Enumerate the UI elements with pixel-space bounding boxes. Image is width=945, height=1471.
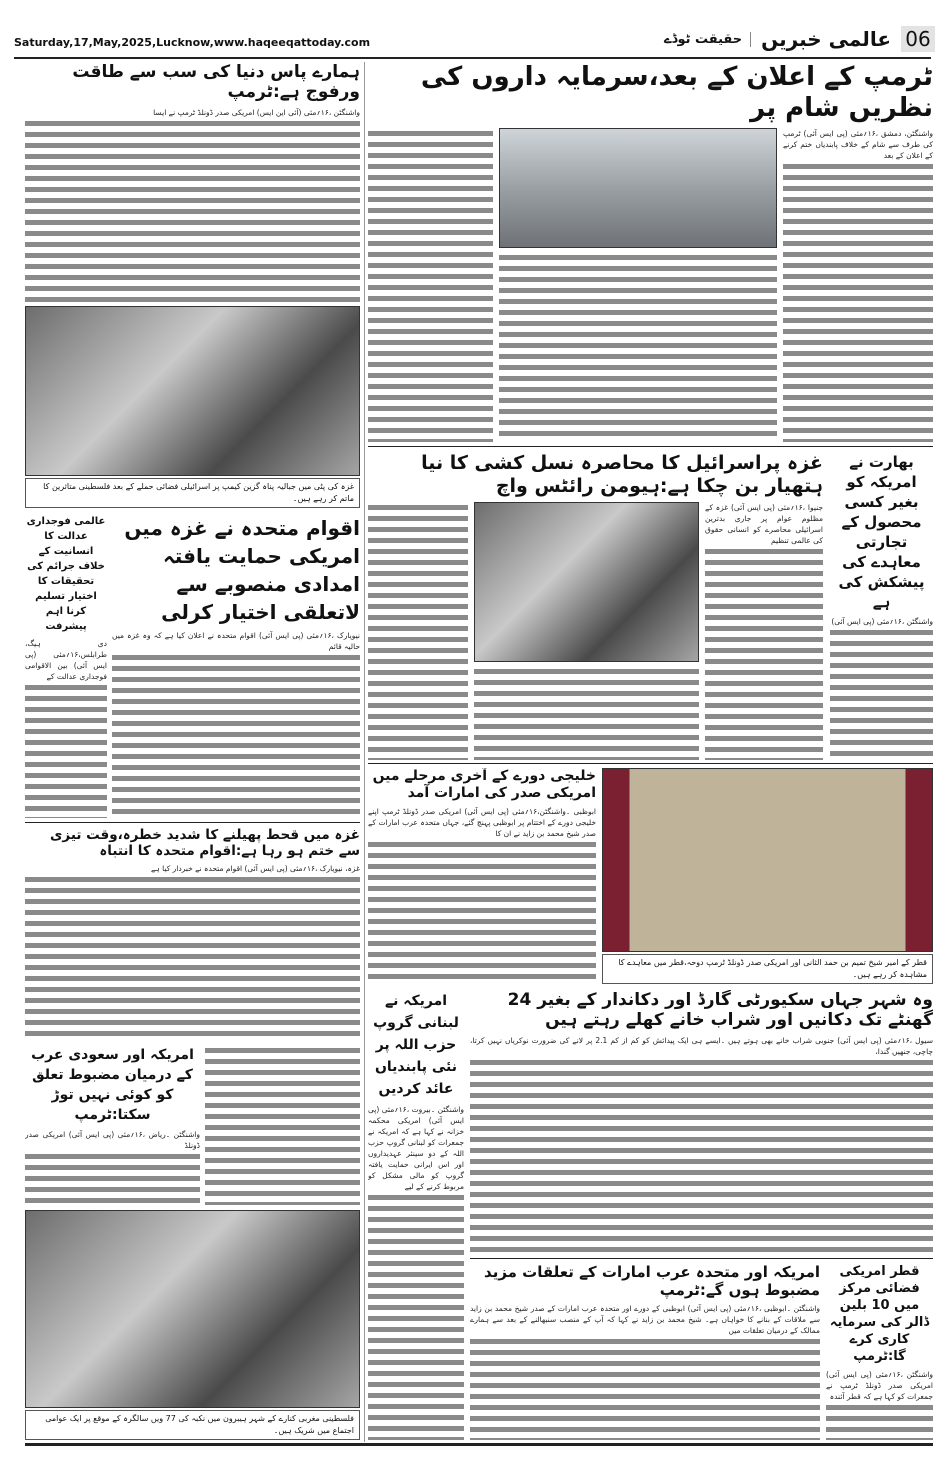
article-city-24h-body: سیول ،۱۶؍مئی (پی ایس آئی) جنوبی شراب خانے بھی ہوتے ہیں ۔ایسے ہی ایک پیدائش کو کم از کم 2.1 پر لانے کی ضرورت نوکریاں نہیں کرتا، چاچی، جنھیں گندا، bbox=[470, 1035, 933, 1255]
headline-hrw: غزہ پراسرائیل کا محاصرہ نسل کشی کا نیا ہتھیار بن چکا ہے:ہیومن رائٹس واچ bbox=[421, 452, 823, 497]
headline-city-24h: وہ شہر جہاں سکیورٹی گارڈ اور دکاندار کے بغیر 24 گھنٹے تک دکانیں اور شراب خانے کھلے رہتے ہیں bbox=[507, 990, 933, 1031]
photo-gaza-mourning bbox=[25, 306, 360, 476]
region-icc bbox=[25, 514, 107, 818]
region-hezbollah bbox=[368, 990, 464, 1440]
divider bbox=[368, 763, 933, 764]
region-us-uae bbox=[470, 1263, 820, 1440]
header-rule bbox=[14, 57, 931, 59]
photo-syria-port bbox=[499, 128, 777, 248]
headline-us-saudi: امریکہ اور سعودی عرب کے درمیان مضبوط تعلق کو کوئی نہیں توڑ سکتا:ٹرمپ bbox=[31, 1047, 194, 1123]
section-title: عالمی خبریں bbox=[761, 27, 891, 51]
dateline: Saturday,17,May,2025,Lucknow,www.haqeeqattoday.com bbox=[14, 36, 371, 49]
divider bbox=[470, 1258, 933, 1259]
column-divider bbox=[364, 62, 365, 1442]
headline-qatar-investment: قطر امریکی فضائی مرکز میں 10 بلین ڈالر کی سرمایہ کاری کرے گا:ٹرمپ bbox=[829, 1264, 930, 1364]
article-hrw-body-col3 bbox=[474, 666, 699, 760]
region-famine bbox=[25, 827, 360, 1041]
divider bbox=[25, 822, 360, 823]
headline-trump-army: ہمارے پاس دنیا کی سب سے طاقت ورفوج ہے:ٹرمپ bbox=[72, 62, 360, 103]
article-india-body: واشنگٹن ،۱۶؍مئی (پی ایس آئی) bbox=[830, 616, 933, 760]
region-city-24h bbox=[470, 990, 933, 1255]
headline-hezbollah: امریکہ نے لبنانی گروپ حزب اللہ پر نئی پابندیاں عائد کردیں bbox=[373, 993, 459, 1097]
article-qatar-body: واشنگٹن ،۱۶؍مئی (پی ایس آئی) امریکی صدر ڈونلڈ ٹرمپ نے جمعرات کو کہا ہے کہ قطر آئندہ bbox=[826, 1369, 933, 1440]
photo-qatar-signing bbox=[602, 768, 933, 952]
caption-gaza-mourning: غزہ کی پٹی میں جبالیہ پناہ گزین کیمپ پر اسرائیلی فضائی حملے کے بعد فلسطینی متاثرین کا ماتم کر رہے ہیں۔ bbox=[25, 478, 360, 508]
headline-syria: ٹرمپ کے اعلان کے بعد،سرمایہ داروں کی نظریں شام پر bbox=[420, 62, 933, 124]
article-famine-body-cont bbox=[205, 1045, 360, 1205]
article-icc-body: دی ہیگ، طرابلس،۱۶؍مئی (پی ایس آئی) بین الاقوامی فوجداری عدالت کے bbox=[25, 638, 107, 818]
headline-un-aid: اقوام متحدہ نے غزہ میں امریکی حمایت یافتہ امدادی منصوبے سے لاتعلقی اختیار کرلی bbox=[124, 516, 360, 624]
article-us-uae-body: واشنگٹن ۔ابوظبی ،۱۶؍مئی (پی ایس آئی) ابوظبی کے دورے اور متحدہ عرب امارات کے صدر شیخ محمد بن زاید سے ملاقات کے بنانے کا خواہاں ہے۔ شیخ محمد بن زاید نے کہا کہ آپ کے منصب سنبھالنے کے بعد سے ہمارے ممالک کے درمیان تعلقات میں bbox=[470, 1303, 820, 1440]
page-header bbox=[664, 26, 935, 52]
article-hrw-body-col2 bbox=[368, 502, 468, 760]
region-india bbox=[830, 452, 933, 760]
article-hezbollah-body: واشنگٹن ۔بیروت ،۱۶؍مئی (پی ایس آئی) امریکی محکمہ خزانہ نے کہا ہے کہ امریکہ نے جمعرات کو لبنانی گروپ حزب اللہ کے دو سینئر عہدیداروں اور اس ایرانی حمایت یافتہ گروپ کو مالی مشکل کو مربوط کرنے کے لیے bbox=[368, 1104, 464, 1440]
caption-hebron-nakba: فلسطینی مغربی کنارے کے شہر ہیبرون میں نکبہ کی 77 ویں سالگرہ کے موقع پر ایک عوامی اجتماع میں شریک ہیں۔ bbox=[25, 1410, 360, 1440]
region-un-aid bbox=[112, 514, 360, 818]
article-us-saudi-body: واشنگٹن ۔ریاض ،۱۶؍مئی (پی ایس آئی) امریکی صدر ڈونلڈ bbox=[25, 1129, 200, 1205]
article-gulf-body: ابوظبی ۔واشنگٹن،۱۶؍مئی (پی ایس آئی) امریکی صدر ڈونلڈ ٹرمپ اپنے خلیجی دورے کے اختتام پر ابوظبی پہنچ گئے، جہاں متحدہ عرب امارات کے صدر شیخ محمد بن زاید نے ان کا bbox=[368, 806, 596, 984]
region-hebron-photo bbox=[25, 1210, 360, 1440]
article-famine-body: غزہ، نیویارک ،۱۶؍مئی (پی ایس آئی) اقوام متحدہ نے خبردار کیا ہے bbox=[25, 863, 360, 1041]
headline-us-uae: امریکہ اور متحدہ عرب امارات کے تعلقات مزید مضبوط ہوں گے:ٹرمپ bbox=[484, 1263, 820, 1299]
article-trump-army-body: واشنگٹن ،۱۶؍مئی (آئی این ایس) امریکی صدر ڈونلڈ ٹرمپ نے ایسا bbox=[25, 107, 360, 302]
region-syria bbox=[368, 62, 933, 442]
headline-famine: غزہ میں قحط پھیلنے کا شدید خطرہ،وقت تیزی سے ختم ہو رہا ہے:اقوام متحدہ کا انتباہ bbox=[50, 827, 360, 860]
masthead-logo: حقیقت ٹوڈے bbox=[664, 32, 751, 47]
headline-india: بھارت نے امریکہ کو بغیر کسی محصول کے تجارتی معاہدے کی پیشکش کی ہے bbox=[838, 453, 925, 611]
region-qatar-photo bbox=[602, 768, 933, 984]
footer-rule bbox=[25, 1443, 933, 1446]
article-hrw-body: جنیوا ،۱۶؍مئی (پی ایس آئی) غزہ کے مظلوم عوام پر جاری بدترین اسرائیلی محاصرے کو انسانی حقوق کی عالمی تنظیم bbox=[705, 502, 823, 760]
headline-gulf-tour: خلیجی دورے کے آخری مرحلے میں امریکی صدر کی امارات آمد bbox=[372, 768, 596, 801]
photo-hebron-nakba bbox=[25, 1210, 360, 1408]
article-syria-body-col3 bbox=[499, 252, 777, 442]
headline-icc: عالمی فوجداری عدالت کا انسانیت کے خلاف جرائم کی تحقیقات کا اختیار تسلیم کرنا اہم پیشرفت bbox=[26, 516, 106, 632]
article-un-aid-body: نیویارک ،۱۶؍مئی (پی ایس آئی) اقوام متحدہ نے اعلان کیا ہے کہ وہ غزہ میں حالیہ قائم bbox=[112, 630, 360, 818]
region-us-saudi bbox=[25, 1045, 200, 1205]
page-number: 06 bbox=[901, 26, 935, 52]
region-gulf bbox=[368, 768, 596, 984]
divider bbox=[368, 446, 933, 447]
caption-qatar-signing: قطر کے امیر شیخ تمیم بن حمد الثانی اور امریکی صدر ڈونلڈ ٹرمپ دوحہ،قطر میں معاہدے کا مشاہدہ کر رہے ہیں۔ bbox=[602, 954, 933, 984]
region-hrw bbox=[368, 452, 823, 760]
region-trump-army bbox=[25, 62, 360, 508]
region-qatar-investment bbox=[826, 1263, 933, 1440]
article-syria-body-col2 bbox=[368, 128, 493, 442]
photo-hrw-briefing bbox=[474, 502, 699, 662]
article-syria-body: واشنگٹن، دمشق ،۱۶؍مئی (پی ایس آئی) ٹرمپ کی طرف سے شام کے خلاف پابندیاں ختم کرنے کے اعلان کے بعد bbox=[783, 128, 933, 442]
region-famine-cont bbox=[205, 1045, 360, 1205]
